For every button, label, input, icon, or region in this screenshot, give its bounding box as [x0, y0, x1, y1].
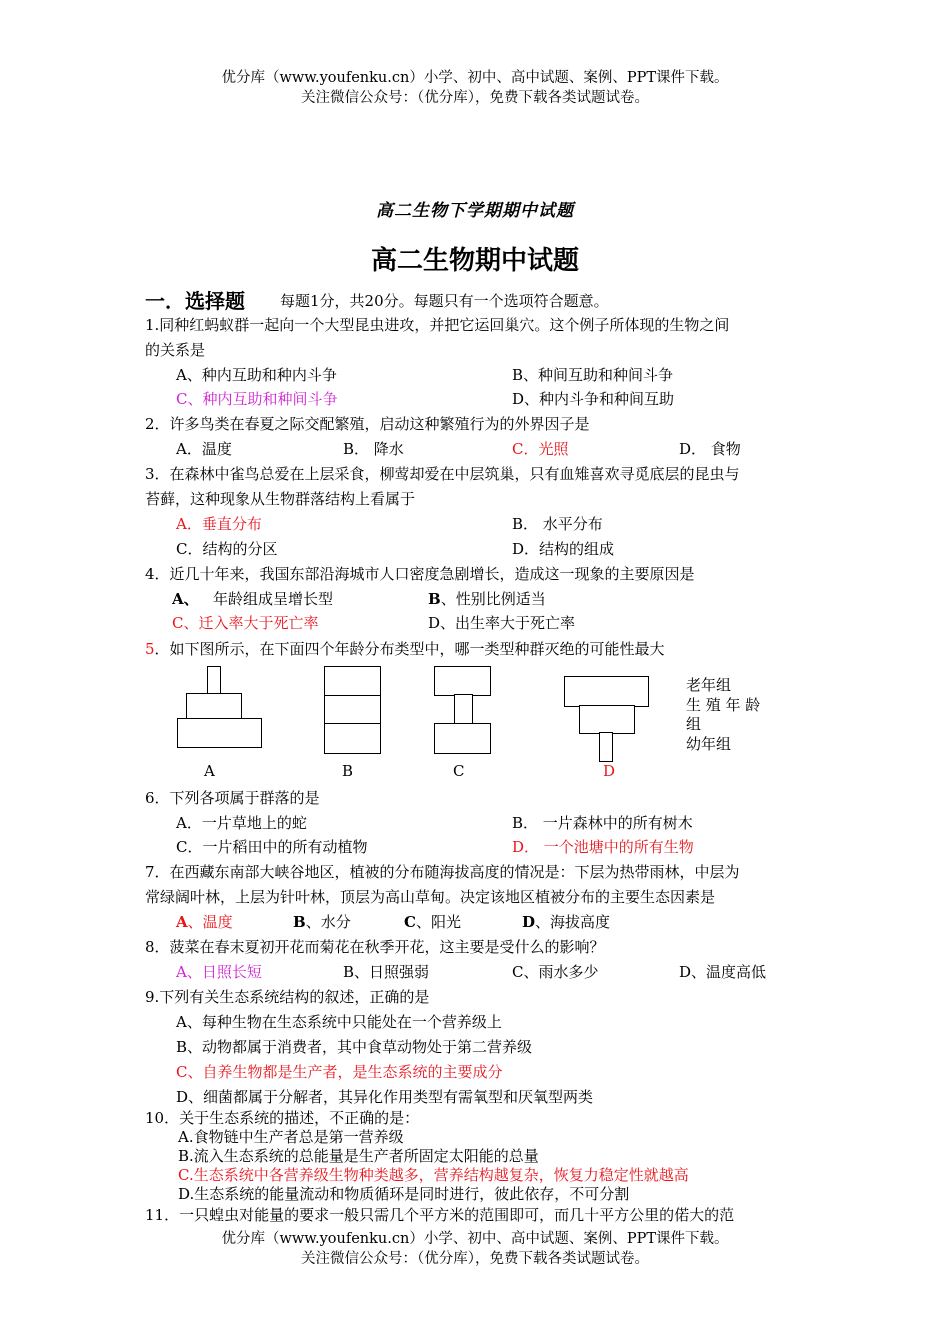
q6-option-a: A．一片草地上的蛇	[176, 814, 307, 832]
exam-title: 高二生物期中试题	[370, 246, 579, 276]
q8-option-a: A、日照长短	[176, 963, 262, 981]
q10-option-a: A.食物链中生产者总是第一营养级	[178, 1128, 404, 1146]
q9-option-d: D、细菌都属于分解者，其异化作用类型有需氧型和厌氧型两类	[176, 1088, 594, 1106]
pyramid-a-old	[207, 666, 221, 695]
q6-option-c: C．一片稻田中的所有动植物	[176, 838, 368, 856]
q7-option-a	[176, 911, 233, 932]
pyramid-c-young	[434, 723, 491, 754]
q8-option-d: D、温度高低	[679, 963, 767, 981]
footer-line-2: 关注微信公众号：（优分库），免费下载各类试题试卷。	[301, 1251, 649, 1267]
q7-option-c-key: C	[404, 913, 416, 931]
q1-stem-line2: 的关系是	[145, 341, 206, 359]
header-line-2: 关注微信公众号：（优分库），免费下载各类试题试卷。	[301, 90, 649, 106]
legend-reproductive: 生 殖 年 龄	[686, 696, 761, 714]
q1-option-c: C、种内互助和种间斗争	[176, 390, 338, 408]
q5-stem	[145, 638, 665, 659]
q2-option-c: C．光照	[512, 440, 569, 458]
q9-stem: 9.下列有关生态系统结构的叙述，正确的是	[145, 988, 430, 1006]
pyramid-b-old	[324, 666, 381, 697]
q10-option-b: B.流入生态系统的总能量是生产者所固定太阳能的总量	[178, 1147, 539, 1165]
q7-option-b-key: B	[293, 913, 306, 931]
header-line-1: 优分库（www.youfenku.cn）小学、初中、高中试题、案例、PPT课件下载。	[221, 70, 729, 86]
q8-stem: 8．菠菜在春末夏初开花而菊花在秋季开花，这主要是受什么的影响？	[145, 938, 605, 956]
q7-option-d-text: 、海拔高度	[535, 913, 611, 931]
q4-option-b	[428, 588, 546, 609]
q4-stem: 4．近几十年来，我国东部沿海城市人口密度急剧增长，造成这一现象的主要原因是	[145, 565, 695, 583]
q9-option-c: C、自养生物都是生产者，是生态系统的主要成分	[176, 1063, 503, 1081]
pyramid-b-reproductive	[324, 695, 381, 725]
q1-option-a: A、种内互助和种内斗争	[176, 366, 337, 384]
q6-option-b: B． 一片森林中的所有树木	[512, 814, 693, 832]
legend-reproductive-cont: 组	[686, 715, 702, 733]
q10-option-d: D.生态系统的能量流动和物质循环是同时进行，彼此依存，不可分割	[178, 1185, 630, 1203]
q6-option-d: D． 一个池塘中的所有生物	[512, 838, 694, 856]
q8-option-b: B、日照强弱	[343, 963, 430, 981]
q9-option-a: A、每种生物在生态系统中只能处在一个营养级上	[176, 1013, 502, 1031]
q7-stem-line1: 7．在西藏东南部大峡谷地区，植被的分布随海拔高度的情况是：下层为热带雨林，中层为	[145, 863, 740, 881]
q4-option-d: D、出生率大于死亡率	[428, 614, 576, 632]
q7-option-a-key: A	[176, 913, 188, 931]
q2-option-d: D． 食物	[679, 440, 741, 458]
q6-stem: 6．下列各项属于群落的是	[145, 789, 320, 807]
q3-option-d: D．结构的组成	[512, 540, 615, 558]
q4-option-c: C、迁入率大于死亡率	[172, 614, 319, 632]
q3-option-c: C．结构的分区	[176, 540, 278, 558]
legend-old: 老年组	[686, 676, 732, 694]
q7-option-d-key: D	[522, 913, 536, 931]
pyramid-d-label: D	[603, 762, 616, 780]
pyramid-b-label: B	[342, 762, 354, 780]
q8-option-c: C、雨水多少	[512, 963, 599, 981]
section-heading: 一．选择题	[145, 289, 245, 313]
pyramid-b-young	[324, 723, 381, 754]
q2-option-b: B． 降水	[343, 440, 404, 458]
q1-stem-line1: 1.同种红蚂蚁群一起向一个大型昆虫进攻，并把它运回巢穴。这个例子所体现的生物之间	[145, 316, 730, 334]
q11-stem-line1: 11．一只蝗虫对能量的要求一般只需几个平方米的范围即可，而几十平方公里的偌大的范	[145, 1206, 735, 1224]
section-instruction: 每题1分，共20分。每题只有一个选项符合题意。	[280, 292, 609, 310]
q7-option-b	[293, 911, 351, 932]
pyramid-c-reproductive	[454, 694, 473, 725]
q1-option-d: D、种内斗争和种间互助	[512, 390, 675, 408]
q3-stem-line2: 苔藓，这种现象从生物群落结构上看属于	[145, 490, 416, 508]
q9-option-b: B、动物都属于消费者，其中食草动物处于第二营养级	[176, 1038, 533, 1056]
q7-option-b-text: 、水分	[305, 913, 351, 931]
q4-option-b-key: B	[428, 590, 441, 608]
q4-option-b-text: 、性别比例适当	[440, 590, 546, 608]
legend-young: 幼年组	[686, 735, 732, 753]
q10-option-c: C.生态系统中各营养级生物种类越多，营养结构越复杂，恢复力稳定性就越高	[178, 1166, 689, 1184]
q7-stem-line2: 常绿阔叶林，上层为针叶林，顶层为高山草甸。决定该地区植被分布的主要生态因素是	[145, 888, 716, 906]
pyramid-d-old	[564, 676, 649, 707]
q10-stem: 10．关于生态系统的描述，不正确的是：	[145, 1109, 420, 1127]
q3-option-b: B． 水平分布	[512, 515, 603, 533]
pyramid-a-label: A	[204, 762, 215, 780]
q5-number: 5	[145, 640, 155, 658]
main-title: 高二生物下学期期中试题	[376, 201, 574, 221]
q7-option-c	[404, 911, 461, 932]
pyramid-c-old	[434, 666, 491, 696]
q7-option-c-text: 、阳光	[415, 913, 461, 931]
q2-stem: 2．许多鸟类在春夏之际交配繁殖，启动这种繁殖行为的外界因子是	[145, 415, 590, 433]
q3-stem-line1: 3．在森林中雀鸟总爱在上层采食，柳莺却爱在中层筑巢，只有血雉喜欢寻觅底层的昆虫与	[145, 465, 740, 483]
q7-option-d	[522, 911, 610, 932]
q5-stem-text: ．如下图所示，在下面四个年龄分布类型中，哪一类型种群灭绝的可能性最大	[154, 640, 665, 658]
q2-option-a: A．温度	[176, 440, 232, 458]
q4-option-a	[172, 588, 333, 609]
q3-option-a: A．垂直分布	[176, 515, 262, 533]
pyramid-d-young	[599, 732, 613, 762]
pyramid-d-reproductive	[579, 705, 635, 734]
pyramid-c-label: C	[453, 762, 465, 780]
q1-option-b: B、种间互助和种间斗争	[512, 366, 674, 384]
pyramid-a-young	[177, 718, 262, 748]
footer-line-1: 优分库（www.youfenku.cn）小学、初中、高中试题、案例、PPT课件下载。	[221, 1231, 729, 1247]
q7-option-a-text: 、温度	[187, 913, 233, 931]
q4-option-a-text: 年龄组成呈增长型	[212, 590, 333, 608]
q4-option-a-key: A、	[172, 590, 199, 608]
pyramid-a-reproductive	[186, 693, 242, 720]
